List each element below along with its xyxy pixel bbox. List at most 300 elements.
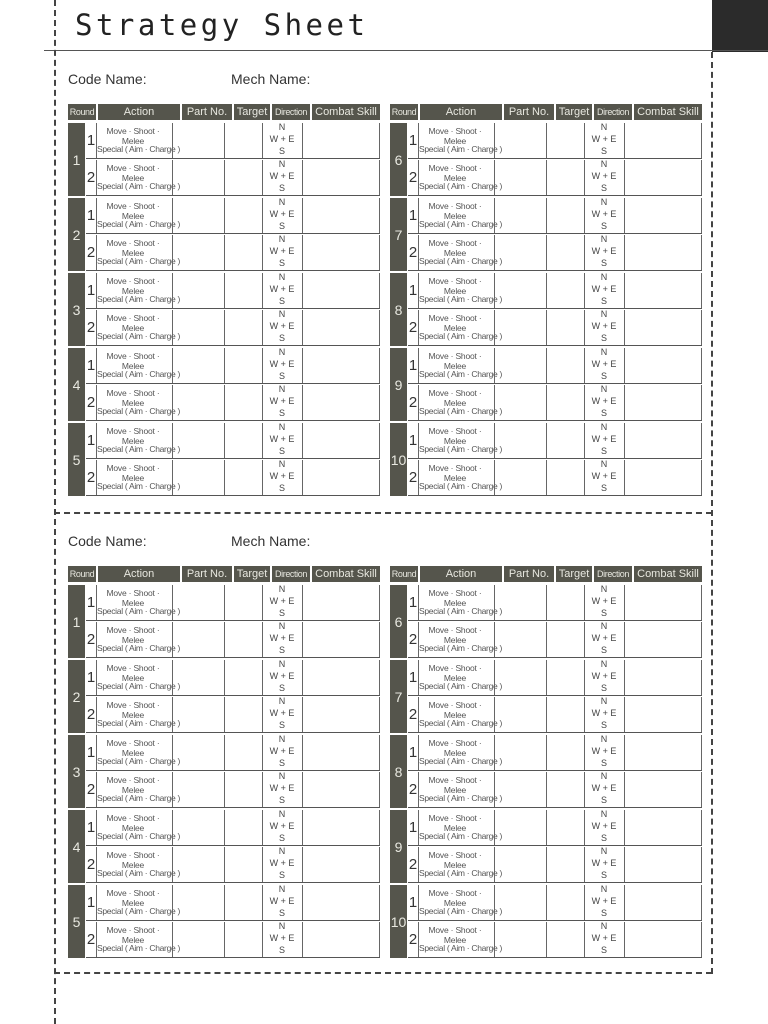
- part-no-cell[interactable]: [172, 810, 223, 845]
- action-line-move-shoot-melee: Move · Shoot · Melee: [428, 700, 482, 720]
- action-options[interactable]: [418, 847, 503, 882]
- action-options[interactable]: [96, 585, 181, 620]
- target-cell[interactable]: [224, 310, 261, 345]
- action-line-move-shoot-melee: Move · Shoot · Melee: [428, 663, 482, 683]
- compass-n: N: [278, 309, 286, 319]
- target-cell[interactable]: [546, 348, 583, 383]
- compass-we: W + E: [269, 783, 295, 793]
- action-options[interactable]: [96, 735, 181, 770]
- direction-compass[interactable]: [262, 123, 301, 158]
- direction-compass[interactable]: [262, 660, 301, 695]
- direction-compass[interactable]: [262, 348, 301, 383]
- sub-round-number: 1: [86, 819, 96, 836]
- strategy-sheet: [0, 71, 768, 501]
- target-cell[interactable]: [224, 585, 261, 620]
- target-cell[interactable]: [224, 922, 261, 957]
- action-options[interactable]: [96, 885, 181, 920]
- action-options[interactable]: [418, 348, 503, 383]
- target-header: Target: [556, 566, 592, 582]
- target-cell[interactable]: [546, 423, 583, 458]
- part-no-cell[interactable]: [494, 385, 545, 420]
- part-no-cell[interactable]: [494, 160, 545, 195]
- combat-skill-cell[interactable]: [302, 273, 381, 308]
- target-cell[interactable]: [546, 273, 583, 308]
- target-cell[interactable]: [546, 160, 583, 195]
- target-cell[interactable]: [224, 772, 261, 807]
- part-no-cell[interactable]: [172, 622, 223, 657]
- action-options[interactable]: [96, 198, 181, 233]
- direction-compass[interactable]: [262, 460, 301, 495]
- sub-round-number: 1: [86, 432, 96, 449]
- action-options[interactable]: [418, 922, 503, 957]
- compass-s: S: [278, 258, 285, 268]
- action-line-special: Special ( Aim · Charge ): [419, 943, 503, 953]
- action-line-special: Special ( Aim · Charge ): [97, 406, 181, 416]
- direction-compass[interactable]: [262, 810, 301, 845]
- direction-compass[interactable]: [584, 460, 623, 495]
- target-cell[interactable]: [546, 697, 583, 732]
- combat-skill-cell[interactable]: [624, 697, 703, 732]
- direction-compass[interactable]: [584, 622, 623, 657]
- part-no-cell[interactable]: [494, 622, 545, 657]
- combat-skill-cell[interactable]: [624, 885, 703, 920]
- combat-skill-cell[interactable]: [624, 160, 703, 195]
- target-cell[interactable]: [224, 423, 261, 458]
- direction-compass[interactable]: [262, 235, 301, 270]
- action-options[interactable]: [96, 423, 181, 458]
- action-options[interactable]: [418, 385, 503, 420]
- part-no-cell[interactable]: [172, 460, 223, 495]
- action-line-move-shoot-melee: Move · Shoot · Melee: [428, 426, 482, 446]
- action-options[interactable]: [96, 385, 181, 420]
- combat-skill-cell[interactable]: [302, 348, 381, 383]
- sub-round-number: 1: [408, 894, 418, 911]
- compass-n: N: [278, 159, 286, 169]
- combat-skill-cell[interactable]: [624, 735, 703, 770]
- action-line-special: Special ( Aim · Charge ): [419, 144, 503, 154]
- combat-skill-cell[interactable]: [302, 735, 381, 770]
- part-no-cell[interactable]: [172, 735, 223, 770]
- part-no-cell[interactable]: [172, 697, 223, 732]
- direction-compass[interactable]: [584, 273, 623, 308]
- action-options[interactable]: [418, 660, 503, 695]
- target-cell[interactable]: [546, 922, 583, 957]
- row-right-border: [379, 697, 380, 732]
- combat-skill-cell[interactable]: [624, 460, 703, 495]
- action-line-special: Special ( Aim · Charge ): [97, 181, 181, 191]
- sub-round-number: 1: [86, 357, 96, 374]
- part-no-cell[interactable]: [172, 660, 223, 695]
- combat-skill-cell[interactable]: [302, 123, 381, 158]
- combat-skill-cell[interactable]: [302, 922, 381, 957]
- action-options[interactable]: [418, 772, 503, 807]
- part-no-cell[interactable]: [172, 160, 223, 195]
- combat-skill-cell[interactable]: [302, 460, 381, 495]
- action-line-special: Special ( Aim · Charge ): [97, 144, 181, 154]
- compass-n: N: [600, 846, 608, 856]
- target-cell[interactable]: [224, 273, 261, 308]
- target-cell[interactable]: [224, 847, 261, 882]
- combat-skill-cell[interactable]: [302, 310, 381, 345]
- target-cell[interactable]: [546, 885, 583, 920]
- combat-skill-cell[interactable]: [302, 772, 381, 807]
- compass-s: S: [278, 795, 285, 805]
- sub-round-row: [408, 385, 702, 421]
- compass-s: S: [600, 908, 607, 918]
- part-no-cell[interactable]: [172, 235, 223, 270]
- target-cell[interactable]: [224, 735, 261, 770]
- direction-compass[interactable]: [262, 273, 301, 308]
- sub-round-number: 1: [408, 819, 418, 836]
- target-cell[interactable]: [546, 660, 583, 695]
- combat-skill-cell[interactable]: [624, 385, 703, 420]
- action-options[interactable]: [418, 423, 503, 458]
- mech-name-label: Mech Name:: [231, 71, 311, 87]
- round-number: 7: [390, 660, 407, 733]
- direction-compass[interactable]: [262, 847, 301, 882]
- action-line-move-shoot-melee: Move · Shoot · Melee: [428, 313, 482, 333]
- combat-skill-cell[interactable]: [624, 123, 703, 158]
- target-cell[interactable]: [224, 348, 261, 383]
- direction-compass[interactable]: [584, 385, 623, 420]
- sub-round-row: [86, 922, 380, 958]
- combat-skill-cell[interactable]: [624, 273, 703, 308]
- combat-skill-cell[interactable]: [624, 922, 703, 957]
- direction-compass[interactable]: [262, 585, 301, 620]
- direction-compass[interactable]: [584, 123, 623, 158]
- combat-skill-cell[interactable]: [302, 660, 381, 695]
- combat-skill-cell[interactable]: [624, 585, 703, 620]
- action-options[interactable]: [96, 235, 181, 270]
- direction-compass[interactable]: [584, 660, 623, 695]
- sub-round-row: [86, 847, 380, 883]
- code-name-label: Code Name:: [68, 533, 147, 549]
- sub-round-row: [408, 123, 702, 159]
- direction-compass[interactable]: [584, 585, 623, 620]
- direction-compass[interactable]: [584, 235, 623, 270]
- direction-compass[interactable]: [262, 922, 301, 957]
- action-options[interactable]: [418, 810, 503, 845]
- round-number: 1: [68, 123, 85, 196]
- action-options[interactable]: [96, 847, 181, 882]
- combat-skill-cell[interactable]: [624, 660, 703, 695]
- compass-n: N: [278, 771, 286, 781]
- action-options[interactable]: [418, 198, 503, 233]
- action-options[interactable]: [96, 922, 181, 957]
- action-line-special: Special ( Aim · Charge ): [419, 256, 503, 266]
- direction-compass[interactable]: [262, 885, 301, 920]
- compass-n: N: [278, 384, 286, 394]
- part-no-cell[interactable]: [494, 423, 545, 458]
- part-no-cell[interactable]: [172, 922, 223, 957]
- part-no-cell[interactable]: [494, 735, 545, 770]
- row-right-border: [379, 160, 380, 195]
- compass-s: S: [600, 258, 607, 268]
- row-right-border: [379, 123, 380, 158]
- target-header: Target: [234, 104, 270, 120]
- direction-compass[interactable]: [584, 885, 623, 920]
- direction-compass[interactable]: [262, 772, 301, 807]
- part-no-cell[interactable]: [494, 885, 545, 920]
- compass-we: W + E: [591, 746, 617, 756]
- direction-compass[interactable]: [584, 810, 623, 845]
- action-options[interactable]: [96, 810, 181, 845]
- direction-compass[interactable]: [584, 198, 623, 233]
- action-options[interactable]: [96, 273, 181, 308]
- compass-n: N: [600, 459, 608, 469]
- compass-we: W + E: [591, 471, 617, 481]
- combat-skill-cell[interactable]: [624, 847, 703, 882]
- compass-n: N: [278, 122, 286, 132]
- target-cell[interactable]: [546, 460, 583, 495]
- combat-skill-cell[interactable]: [624, 235, 703, 270]
- combat-skill-cell[interactable]: [624, 622, 703, 657]
- row-right-border: [379, 385, 380, 420]
- part-no-cell[interactable]: [494, 310, 545, 345]
- target-cell[interactable]: [224, 235, 261, 270]
- action-options[interactable]: [418, 885, 503, 920]
- round-number: 5: [68, 423, 85, 496]
- action-line-move-shoot-melee: Move · Shoot · Melee: [106, 201, 160, 221]
- sub-round-row: [408, 198, 702, 234]
- part-no-cell[interactable]: [494, 460, 545, 495]
- part-no-cell[interactable]: [172, 585, 223, 620]
- combat-skill-cell[interactable]: [302, 423, 381, 458]
- direction-compass[interactable]: [262, 160, 301, 195]
- compass-n: N: [600, 422, 608, 432]
- action-line-special: Special ( Aim · Charge ): [97, 943, 181, 953]
- action-line-move-shoot-melee: Move · Shoot · Melee: [106, 625, 160, 645]
- direction-compass[interactable]: [584, 697, 623, 732]
- target-cell[interactable]: [546, 585, 583, 620]
- combat-skill-cell[interactable]: [624, 810, 703, 845]
- part-no-cell[interactable]: [494, 585, 545, 620]
- sub-round-number: 2: [408, 244, 418, 261]
- sub-round-row: [86, 460, 380, 496]
- part-no-cell[interactable]: [172, 123, 223, 158]
- row-right-border: [701, 885, 702, 920]
- part-no-cell[interactable]: [494, 697, 545, 732]
- combat-skill-cell[interactable]: [624, 310, 703, 345]
- combat-skill-cell[interactable]: [302, 622, 381, 657]
- compass-s: S: [600, 183, 607, 193]
- part-no-cell[interactable]: [172, 385, 223, 420]
- compass-s: S: [600, 221, 607, 231]
- combat-skill-cell[interactable]: [302, 847, 381, 882]
- compass-we: W + E: [269, 321, 295, 331]
- action-line-special: Special ( Aim · Charge ): [97, 868, 181, 878]
- sub-round-number: 2: [408, 631, 418, 648]
- target-cell[interactable]: [224, 198, 261, 233]
- target-cell[interactable]: [224, 385, 261, 420]
- compass-s: S: [600, 833, 607, 843]
- sub-round-number: 1: [86, 132, 96, 149]
- target-cell[interactable]: [546, 622, 583, 657]
- part-no-cell[interactable]: [172, 847, 223, 882]
- round-number: 6: [390, 585, 407, 658]
- action-line-special: Special ( Aim · Charge ): [97, 606, 181, 616]
- part-no-cell[interactable]: [172, 885, 223, 920]
- direction-header: Direction: [272, 566, 310, 582]
- direction-compass[interactable]: [262, 735, 301, 770]
- action-options[interactable]: [96, 123, 181, 158]
- direction-compass[interactable]: [584, 423, 623, 458]
- target-cell[interactable]: [224, 697, 261, 732]
- row-right-border: [379, 885, 380, 920]
- action-options[interactable]: [418, 697, 503, 732]
- compass-n: N: [278, 921, 286, 931]
- part-no-cell[interactable]: [494, 660, 545, 695]
- part-no-cell[interactable]: [494, 847, 545, 882]
- action-options[interactable]: [418, 123, 503, 158]
- action-options[interactable]: [96, 160, 181, 195]
- target-cell[interactable]: [224, 123, 261, 158]
- action-line-special: Special ( Aim · Charge ): [419, 481, 503, 491]
- target-cell[interactable]: [546, 310, 583, 345]
- compass-n: N: [278, 234, 286, 244]
- target-cell[interactable]: [546, 772, 583, 807]
- part-no-header: Part No.: [504, 566, 554, 582]
- compass-s: S: [278, 870, 285, 880]
- target-cell[interactable]: [546, 198, 583, 233]
- direction-compass[interactable]: [584, 310, 623, 345]
- action-line-move-shoot-melee: Move · Shoot · Melee: [106, 850, 160, 870]
- sub-round-row: [86, 123, 380, 159]
- compass-we: W + E: [591, 596, 617, 606]
- direction-compass[interactable]: [262, 198, 301, 233]
- part-no-cell[interactable]: [494, 273, 545, 308]
- action-options[interactable]: [96, 697, 181, 732]
- action-options[interactable]: [418, 622, 503, 657]
- part-no-cell[interactable]: [172, 348, 223, 383]
- part-no-header: Part No.: [182, 566, 232, 582]
- sub-round-number: 2: [86, 244, 96, 261]
- action-line-special: Special ( Aim · Charge ): [97, 331, 181, 341]
- direction-compass[interactable]: [262, 697, 301, 732]
- part-no-cell[interactable]: [494, 348, 545, 383]
- target-cell[interactable]: [224, 810, 261, 845]
- target-cell[interactable]: [224, 660, 261, 695]
- direction-compass[interactable]: [262, 385, 301, 420]
- part-no-cell[interactable]: [172, 198, 223, 233]
- direction-compass[interactable]: [262, 423, 301, 458]
- compass-s: S: [278, 221, 285, 231]
- direction-compass[interactable]: [584, 847, 623, 882]
- combat-skill-cell[interactable]: [302, 585, 381, 620]
- combat-skill-cell[interactable]: [302, 235, 381, 270]
- combat-skill-cell[interactable]: [302, 810, 381, 845]
- mech-name-label: Mech Name:: [231, 533, 311, 549]
- compass-s: S: [278, 483, 285, 493]
- direction-compass[interactable]: [584, 735, 623, 770]
- direction-compass[interactable]: [584, 922, 623, 957]
- target-cell[interactable]: [224, 622, 261, 657]
- action-options[interactable]: [418, 235, 503, 270]
- combat-skill-cell[interactable]: [624, 772, 703, 807]
- part-no-cell[interactable]: [172, 772, 223, 807]
- compass-we: W + E: [591, 359, 617, 369]
- part-no-cell[interactable]: [494, 772, 545, 807]
- target-cell[interactable]: [546, 847, 583, 882]
- action-line-special: Special ( Aim · Charge ): [97, 369, 181, 379]
- part-no-cell[interactable]: [494, 198, 545, 233]
- combat-skill-cell[interactable]: [302, 198, 381, 233]
- action-options[interactable]: [96, 660, 181, 695]
- part-no-cell[interactable]: [494, 922, 545, 957]
- round-number: 7: [390, 198, 407, 271]
- combat-skill-cell[interactable]: [624, 423, 703, 458]
- part-no-cell[interactable]: [172, 423, 223, 458]
- combat-skill-cell[interactable]: [302, 697, 381, 732]
- compass-n: N: [600, 197, 608, 207]
- target-cell[interactable]: [546, 123, 583, 158]
- compass-s: S: [278, 146, 285, 156]
- sub-round-number: 1: [408, 207, 418, 224]
- compass-n: N: [600, 122, 608, 132]
- action-options[interactable]: [96, 772, 181, 807]
- target-cell[interactable]: [224, 460, 261, 495]
- direction-compass[interactable]: [584, 160, 623, 195]
- direction-compass[interactable]: [262, 310, 301, 345]
- action-options[interactable]: [418, 160, 503, 195]
- target-cell[interactable]: [546, 235, 583, 270]
- part-no-cell[interactable]: [172, 273, 223, 308]
- part-no-cell[interactable]: [494, 235, 545, 270]
- compass-we: W + E: [269, 134, 295, 144]
- combat-skill-cell[interactable]: [302, 385, 381, 420]
- target-cell[interactable]: [546, 810, 583, 845]
- compass-n: N: [600, 809, 608, 819]
- action-options[interactable]: [418, 310, 503, 345]
- target-cell[interactable]: [224, 160, 261, 195]
- compass-s: S: [278, 408, 285, 418]
- action-header: Action: [420, 104, 502, 120]
- compass-n: N: [600, 234, 608, 244]
- round-number: 4: [68, 348, 85, 421]
- compass-we: W + E: [269, 933, 295, 943]
- combat-skill-cell[interactable]: [302, 885, 381, 920]
- row-right-border: [701, 585, 702, 620]
- action-options[interactable]: [418, 273, 503, 308]
- target-cell[interactable]: [224, 885, 261, 920]
- part-no-cell[interactable]: [494, 810, 545, 845]
- round-number: 5: [68, 885, 85, 958]
- action-options[interactable]: [418, 585, 503, 620]
- direction-compass[interactable]: [584, 348, 623, 383]
- sub-round-row: [408, 160, 702, 196]
- target-cell[interactable]: [546, 735, 583, 770]
- direction-compass[interactable]: [584, 772, 623, 807]
- action-options[interactable]: [96, 348, 181, 383]
- action-options[interactable]: [96, 310, 181, 345]
- sub-round-row: [408, 460, 702, 496]
- compass-s: S: [278, 908, 285, 918]
- combat-skill-cell[interactable]: [624, 348, 703, 383]
- action-line-move-shoot-melee: Move · Shoot · Melee: [106, 126, 160, 146]
- row-right-border: [701, 348, 702, 383]
- part-no-cell[interactable]: [494, 123, 545, 158]
- action-options[interactable]: [96, 622, 181, 657]
- direction-compass[interactable]: [262, 622, 301, 657]
- target-cell[interactable]: [546, 385, 583, 420]
- action-options[interactable]: [418, 735, 503, 770]
- part-no-cell[interactable]: [172, 310, 223, 345]
- action-options[interactable]: [96, 460, 181, 495]
- compass-n: N: [278, 884, 286, 894]
- combat-skill-cell[interactable]: [302, 160, 381, 195]
- combat-skill-cell[interactable]: [624, 198, 703, 233]
- action-options[interactable]: [418, 460, 503, 495]
